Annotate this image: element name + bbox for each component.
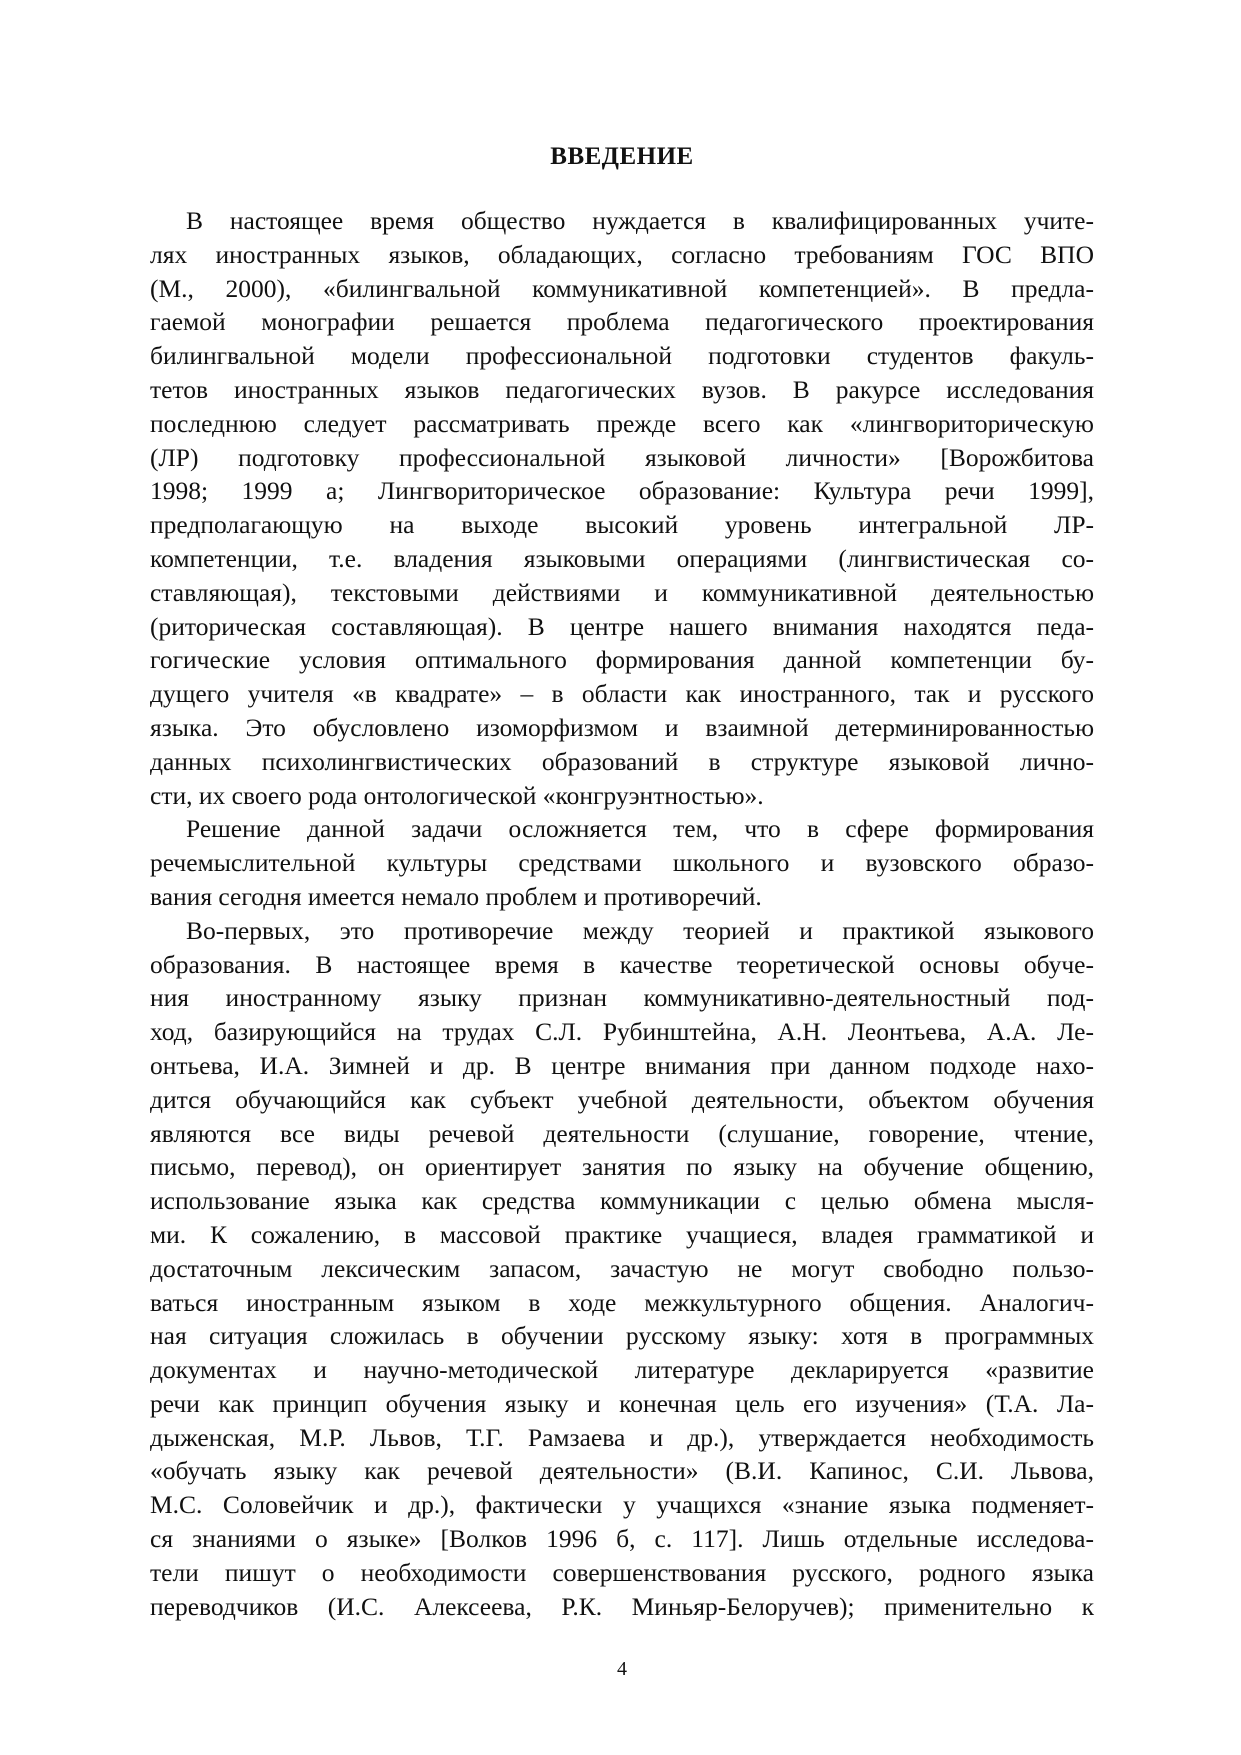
text-line: 1998; 1999 а; Лингвориторическое образование: Культура речи 1999], [150, 476, 1094, 506]
text-line: ми. К сожалению, в массовой практике учащиеся, владея грамматикой и [150, 1219, 1094, 1249]
text-line: гаемой монографии решается проблема педагогического проектирования [150, 307, 1094, 337]
text-line: ставляющая), текстовыми действиями и коммуникативной деятельностью [150, 577, 1094, 607]
text-line: образования. В настоящее время в качестве теоретической основы обуче- [150, 949, 1094, 979]
text-line: гогические условия оптимального формирования данной компетенции бу- [150, 645, 1094, 675]
text-line: языка. Это обусловлено изоморфизмом и взаимной детерминированностью [150, 712, 1094, 742]
text-line: (М., 2000), «билингвальной коммуникативной компетенцией». В предла- [150, 273, 1094, 303]
text-line: билингвальной модели профессиональной подготовки студентов факуль- [150, 341, 1094, 371]
text-line: В настоящее время общество нуждается в квалифицированных учите- [186, 206, 1094, 235]
text-line: тетов иностранных языков педагогических вузов. В ракурсе исследования [150, 374, 1094, 404]
text-line: вания сегодня имеется немало проблем и противоречий. [150, 881, 762, 911]
text-line: (риторическая составляющая). В центре нашего внимания находятся педа- [150, 611, 1094, 641]
text-line: тели пишут о необходимости совершенствования русского, родного языка [150, 1557, 1094, 1587]
text-line: «обучать языку как речевой деятельности» (В.И. Капинос, С.И. Львова, [150, 1456, 1094, 1486]
text-line: Решение данной задачи осложняется тем, что в сфере формирования [186, 814, 1094, 844]
text-line: достаточным лексическим запасом, зачастую не могут свободно пользо- [150, 1253, 1094, 1283]
text-line: дится обучающийся как субъект учебной деятельности, объектом обучения [150, 1084, 1094, 1114]
text-line: предполагающую на выходе высокий уровень интегральной ЛР- [150, 510, 1094, 540]
text-line: ся знаниями о языке» [Волков 1996 б, с. 117]. Лишь отдельные исследова- [150, 1524, 1094, 1554]
text-line: речемыслительной культуры средствами школьного и вузовского образо- [150, 848, 1094, 878]
text-line: ния иностранному языку признан коммуникативно-деятельностный под- [150, 983, 1094, 1013]
text-line: использование языка как средства коммуникации с целью обмена мысля- [150, 1186, 1094, 1216]
section-title: ВВЕДЕНИЕ [550, 143, 694, 170]
text-line: дущего учителя «в квадрате» – в области как иностранного, так и русского [150, 679, 1094, 709]
text-line: письмо, перевод), он ориентирует занятия по языку на обучение общению, [150, 1152, 1094, 1182]
text-line: ная ситуация сложилась в обучении русскому языку: хотя в программных [150, 1321, 1094, 1351]
body-text [150, 204, 1094, 1623]
text-line: М.С. Соловейчик и др.), фактически у учащихся «знание языка подменяет- [150, 1490, 1094, 1520]
text-line: последнюю следует рассматривать прежде всего как «лингвориторическую [150, 408, 1094, 438]
text-line: сти, их своего рода онтологической «конгруэнтностью». [150, 780, 764, 810]
text-line: Во-первых, это противоречие между теорией и практикой языкового [186, 915, 1094, 945]
text-line: ваться иностранным языком в ходе межкультурного общения. Аналогич- [150, 1287, 1094, 1317]
text-line: являются все виды речевой деятельности (слушание, говорение, чтение, [150, 1118, 1094, 1148]
text-line: (ЛР) подготовку профессиональной языковой личности» [Ворожбитова [150, 442, 1094, 472]
text-line: данных психолингвистических образований в структуре языковой лично- [150, 746, 1094, 776]
text-line: компетенции, т.е. владения языковыми операциями (лингвистическая со- [150, 543, 1094, 573]
text-line: переводчиков (И.С. Алексеева, Р.К. Миньяр-Белоручев); применительно к [150, 1591, 1094, 1621]
text-line: лях иностранных языков, обладающих, согласно требованиям ГОС ВПО [150, 239, 1094, 269]
text-line: речи как принцип обучения языку и конечная цель его изучения» (Т.А. Ла- [150, 1388, 1094, 1418]
page-number: 4 [617, 1658, 627, 1680]
document-page [150, 0, 1094, 1755]
text-line: документах и научно-методической литературе декларируется «развитие [150, 1355, 1094, 1385]
text-line: онтьева, И.А. Зимней и др. В центре внимания при данном подходе нахо- [150, 1050, 1094, 1080]
text-line: ход, базирующийся на трудах С.Л. Рубинштейна, А.Н. Леонтьева, А.А. Ле- [150, 1017, 1094, 1047]
text-line: дыженская, М.Р. Львов, Т.Г. Рамзаева и др.), утверждается необходимость [150, 1422, 1094, 1452]
